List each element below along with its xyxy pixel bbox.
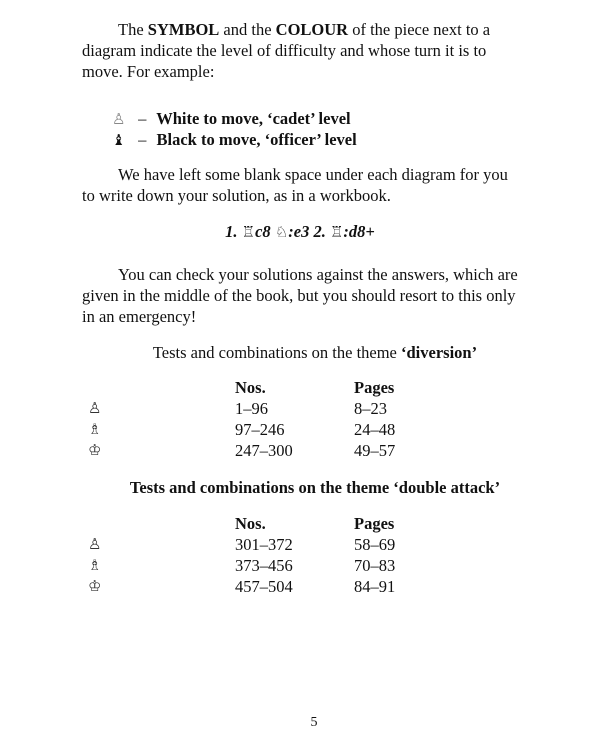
- diversion-heading-lead: Tests and combinations on the theme: [152, 343, 402, 362]
- king-icon: ♔: [88, 441, 102, 459]
- pages-cell: 84–91: [354, 577, 396, 596]
- nos-cell: 97–246: [235, 420, 285, 439]
- nos-cell: 457–504: [235, 577, 293, 596]
- move-text: c8: [255, 222, 275, 241]
- table-row: [0, 419, 600, 440]
- intro-rest: of the piece next to a diagram indicate the level of difficulty and whose turn it is to move. For example:: [82, 20, 491, 81]
- legend-white-cadet: [112, 108, 351, 130]
- king-icon: ♔: [88, 577, 102, 595]
- pages-cell: 58–69: [354, 535, 396, 554]
- nos-column-header: Nos.: [235, 514, 266, 533]
- legend-black-officer: [112, 129, 357, 151]
- legend-text: White to move, ‘cadet’ level: [156, 109, 351, 128]
- pages-cell: 8–23: [354, 399, 387, 418]
- legend-text: Black to move, ‘officer’ level: [156, 130, 357, 149]
- intro-and: and the: [219, 20, 276, 39]
- page-number: 5: [310, 715, 318, 730]
- diversion-theme: ‘diversion’: [401, 343, 478, 362]
- table-row: [0, 534, 600, 555]
- legend-dash: –: [138, 109, 147, 128]
- table-row: [0, 555, 600, 576]
- intro-paragraph: [82, 19, 522, 82]
- white-pawn-icon: ♙: [88, 535, 102, 553]
- workbook-paragraph: We have left some blank space under each diagram for you to write down your solution, as in a workbook.: [82, 165, 508, 205]
- pages-column-header: Pages: [354, 514, 395, 533]
- move-text: :e3 2.: [288, 222, 330, 241]
- white-pawn-icon: ♙: [112, 110, 126, 128]
- rook-icon: ♖: [241, 223, 256, 241]
- nos-column-header: Nos.: [235, 378, 266, 397]
- legend-dash: –: [138, 130, 147, 149]
- double-attack-heading: Tests and combinations on the theme ‘double attack’: [129, 478, 501, 497]
- diversion-heading: [0, 342, 600, 363]
- pages-column-header: Pages: [354, 378, 395, 397]
- example-solution-notation: [0, 221, 600, 243]
- nos-cell: 1–96: [235, 399, 268, 418]
- check-paragraph: You can check your solutions against the answers, which are given in the middle of the book, but you should resort to this only in an emergency!: [82, 265, 518, 326]
- nos-cell: 301–372: [235, 535, 293, 554]
- pages-cell: 49–57: [354, 441, 396, 460]
- nos-cell: 247–300: [235, 441, 293, 460]
- table-row: [0, 440, 600, 461]
- intro-lead: The: [118, 20, 148, 39]
- table-row: [0, 398, 600, 419]
- move-number: 1.: [225, 222, 242, 241]
- table-row: [0, 576, 600, 597]
- pages-cell: 24–48: [354, 420, 396, 439]
- rook-icon: ♖: [329, 223, 344, 241]
- white-pawn-icon: ♙: [88, 399, 102, 417]
- bishop-icon: ♗: [88, 420, 102, 438]
- symbol-word: SYMBOL: [147, 20, 220, 39]
- knight-icon: ♘: [274, 223, 289, 241]
- black-bishop-icon: ♝: [112, 131, 126, 149]
- colour-word: COLOUR: [275, 20, 349, 39]
- move-text: :d8+: [343, 222, 375, 241]
- nos-cell: 373–456: [235, 556, 293, 575]
- bishop-icon: ♗: [88, 556, 102, 574]
- pages-cell: 70–83: [354, 556, 396, 575]
